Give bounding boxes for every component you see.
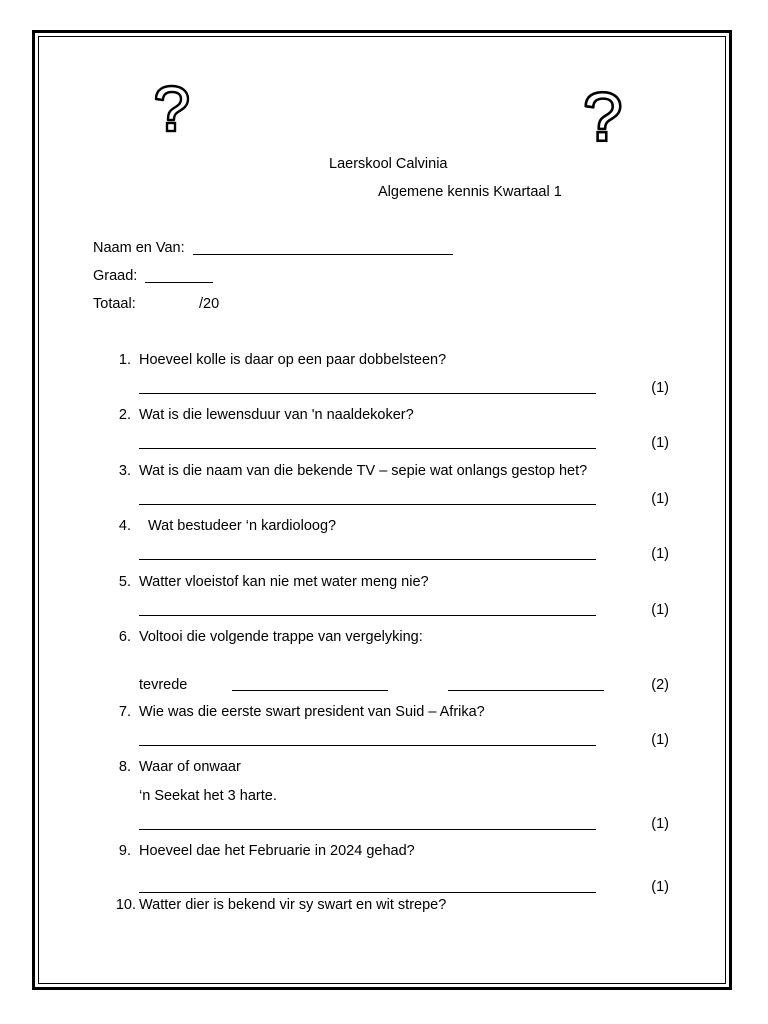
question-statement: ‘n Seekat het 3 harte. (139, 788, 277, 804)
name-answer-line[interactable] (193, 254, 453, 255)
question-number: 9. (118, 843, 131, 859)
subject-title: Algemene kennis Kwartaal 1 (378, 184, 562, 200)
answer-line[interactable] (139, 559, 596, 560)
grade-answer-line[interactable] (145, 282, 213, 283)
question-text: Wie was die eerste swart president van Suid – Afrika? (139, 704, 485, 720)
total-label: Totaal: (93, 296, 136, 312)
question-number: 10. (115, 897, 136, 913)
question-mark-icon (579, 90, 627, 144)
question-marks: (1) (651, 491, 669, 507)
name-label: Naam en Van: (93, 240, 185, 256)
answer-line[interactable] (139, 393, 596, 394)
question-number: 5. (118, 574, 131, 590)
question-marks: (1) (651, 879, 669, 895)
comparative-answer-line[interactable] (232, 690, 388, 691)
question-marks: (1) (651, 732, 669, 748)
question-marks: (1) (651, 816, 669, 832)
answer-line[interactable] (139, 745, 596, 746)
question-number: 2. (118, 407, 131, 423)
question-text: Waar of onwaar (139, 759, 241, 775)
question-text: Watter vloeistof kan nie met water meng nie? (139, 574, 429, 590)
answer-line[interactable] (139, 829, 596, 830)
question-marks: (1) (651, 546, 669, 562)
comparison-word: tevrede (139, 677, 188, 693)
answer-line[interactable] (139, 504, 596, 505)
question-number: 8. (118, 759, 131, 775)
question-text: Watter dier is bekend vir sy swart en wit strepe? (139, 897, 447, 913)
question-number: 3. (118, 463, 131, 479)
total-value: /20 (199, 296, 220, 312)
question-mark-icon (150, 84, 194, 134)
answer-line[interactable] (139, 448, 596, 449)
question-number: 6. (118, 629, 131, 645)
answer-line[interactable] (139, 892, 596, 893)
question-marks: (1) (651, 602, 669, 618)
question-number: 7. (118, 704, 131, 720)
question-text: Hoeveel dae het Februarie in 2024 gehad? (139, 843, 415, 859)
superlative-answer-line[interactable] (448, 690, 604, 691)
question-text: Wat is die naam van die bekende TV – sepie wat onlangs gestop het? (139, 463, 588, 479)
question-text: Wat bestudeer ‘n kardioloog? (148, 518, 337, 534)
school-name: Laerskool Calvinia (329, 156, 448, 172)
question-text: Hoeveel kolle is daar op een paar dobbelsteen? (139, 352, 447, 368)
answer-line[interactable] (139, 615, 596, 616)
question-marks: (1) (651, 435, 669, 451)
question-text: Voltooi die volgende trappe van vergelyking: (139, 629, 423, 645)
question-text: Wat is die lewensduur van 'n naaldekoker? (139, 407, 414, 423)
question-marks: (2) (651, 677, 669, 693)
grade-label: Graad: (93, 268, 138, 284)
question-marks: (1) (651, 380, 669, 396)
question-number: 4. (118, 518, 131, 534)
question-number: 1. (118, 352, 131, 368)
